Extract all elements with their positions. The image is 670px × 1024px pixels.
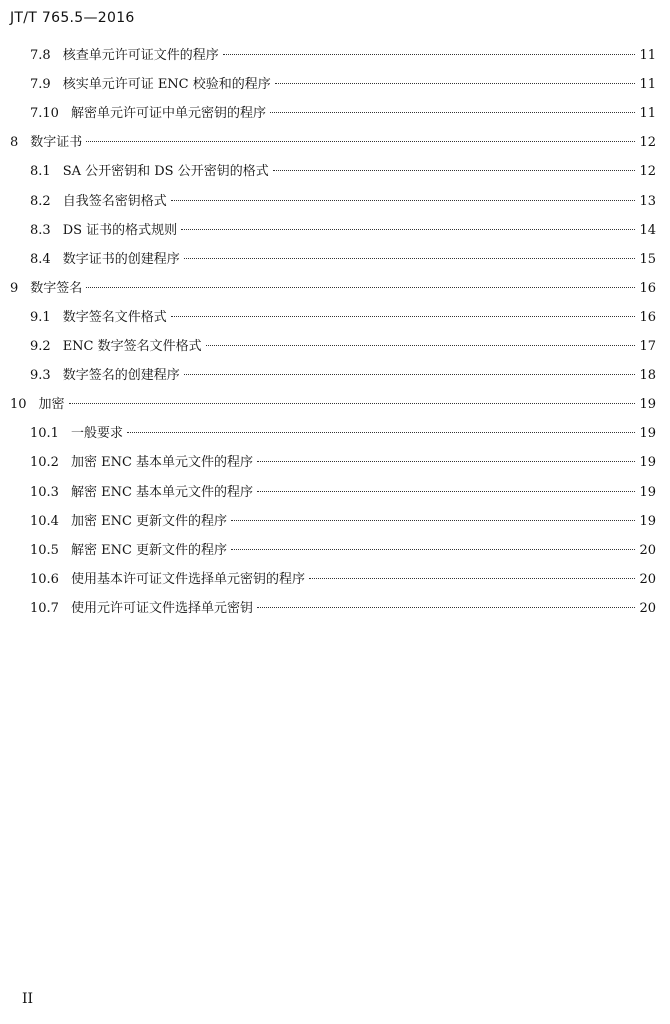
toc-dot-leader (69, 403, 636, 404)
toc-entry[interactable] (0, 395, 656, 415)
toc-entry-title: ENC 数字签名文件格式 (62, 339, 202, 354)
toc-entry-title: 核实单元许可证 ENC 校验和的程序 (62, 77, 271, 93)
toc-entry-title: 解密 ENC 更新文件的程序 (70, 542, 228, 558)
toc-entry-page: 20 (639, 571, 656, 587)
toc-dot-leader (231, 520, 635, 521)
toc-entry-page: 18 (639, 368, 656, 384)
toc-entry[interactable] (0, 337, 656, 357)
toc-entry-title: SA 公开密钥和 DS 公开密钥的格式 (62, 164, 269, 180)
toc-entry-title: 数字签名文件格式 (62, 309, 167, 325)
toc-entry-title: DS 证书的格式规则 (62, 222, 178, 238)
toc-entry[interactable] (0, 570, 656, 590)
toc-entry-title: 加密 (38, 397, 65, 413)
toc-entry-title: 使用元许可证文件选择单元密钥 (70, 600, 253, 616)
toc-dot-leader (273, 170, 636, 171)
toc-dot-leader (171, 316, 636, 317)
toc-dot-leader (184, 258, 636, 259)
toc-entry-page: 11 (639, 48, 656, 63)
toc-entry[interactable] (0, 483, 656, 503)
toc-entry-number: 10.4 (30, 513, 59, 529)
toc-dot-leader (257, 461, 635, 462)
toc-entry-page: 16 (639, 309, 656, 325)
toc-entry-page: 11 (639, 77, 656, 93)
toc-dot-leader (184, 374, 636, 375)
toc-entry-title: 核查单元许可证文件的程序 (62, 48, 219, 63)
toc-entry-page: 11 (639, 106, 656, 122)
toc-entry-number: 9.1 (30, 309, 51, 325)
toc-entry-title: 解密 ENC 基本单元文件的程序 (70, 484, 254, 500)
toc-entry-number: 10.2 (30, 455, 59, 471)
toc-entry-page: 20 (639, 542, 656, 558)
toc-entry[interactable] (0, 162, 656, 182)
toc-entry[interactable] (0, 250, 656, 270)
toc-entry[interactable] (0, 46, 656, 66)
toc-entry[interactable] (0, 366, 656, 386)
toc-entry-page: 16 (639, 280, 656, 296)
toc-entry-title: 使用基本许可证文件选择单元密钥的程序 (70, 571, 305, 587)
toc-entry-number: 7.8 (30, 48, 51, 63)
toc-entry-number: 9.2 (30, 339, 51, 354)
toc-entry-number: 8.3 (30, 222, 51, 238)
page-number: II (22, 991, 34, 1007)
toc-dot-leader (206, 345, 636, 346)
toc-entry-number: 10.5 (30, 542, 59, 558)
toc-dot-leader (257, 491, 635, 492)
toc-entry-number: 10.7 (30, 600, 59, 616)
toc-entry-title: 解密单元许可证中单元密钥的程序 (70, 106, 266, 122)
toc-entry-title: 数字签名的创建程序 (62, 368, 180, 384)
toc-entry-number: 7.10 (30, 106, 59, 122)
toc-entry-page: 19 (639, 397, 656, 413)
toc-entry[interactable] (0, 75, 656, 95)
toc-entry-number: 10.1 (30, 426, 59, 442)
toc-entry[interactable] (0, 279, 656, 299)
toc-entry-number: 9.3 (30, 368, 51, 384)
toc-dot-leader (181, 229, 635, 230)
toc-entry-number: 8.2 (30, 193, 51, 209)
toc-entry-number: 8.1 (30, 164, 51, 180)
toc-entry-number: 10.6 (30, 571, 59, 587)
toc-entry-number: 8.4 (30, 251, 51, 267)
toc-entry-title: 数字证书的创建程序 (62, 251, 180, 267)
toc-dot-leader (270, 112, 635, 113)
toc-entry-number: 7.9 (30, 77, 51, 93)
toc-entry-page: 19 (639, 484, 656, 500)
toc-dot-leader (86, 287, 635, 288)
toc-entry-title: 数字证书 (30, 135, 83, 151)
toc-dot-leader (231, 549, 635, 550)
toc-entry-number: 9 (10, 280, 19, 296)
toc-dot-leader (86, 141, 635, 142)
toc-entry-page: 19 (639, 513, 656, 529)
toc-entry-title: 加密 ENC 更新文件的程序 (70, 513, 228, 529)
toc-entry[interactable] (0, 512, 656, 532)
document-code-header: JT/T 765.5—2016 (10, 10, 135, 26)
toc-entry[interactable] (0, 221, 656, 241)
toc-dot-leader (309, 578, 635, 579)
toc-dot-leader (275, 83, 636, 84)
toc-dot-leader (127, 432, 635, 433)
toc-entry-title: 自我签名密钥格式 (62, 193, 167, 209)
toc-entry-page: 19 (639, 426, 656, 442)
toc-entry[interactable] (0, 541, 656, 561)
toc-entry[interactable] (0, 599, 656, 619)
toc-entry-title: 数字签名 (30, 280, 83, 296)
toc-entry-page: 12 (639, 135, 656, 151)
toc-entry-number: 8 (10, 135, 19, 151)
toc-entry-page: 17 (639, 339, 656, 354)
toc-entry[interactable] (0, 453, 656, 473)
toc-entry-page: 12 (639, 164, 656, 180)
toc-entry[interactable] (0, 104, 656, 124)
toc-entry-title: 一般要求 (70, 426, 123, 442)
toc-entry-number: 10 (10, 397, 27, 413)
toc-dot-leader (223, 54, 636, 55)
toc-entry[interactable] (0, 424, 656, 444)
toc-dot-leader (257, 607, 635, 608)
toc-entry-page: 14 (639, 222, 656, 238)
toc-entry[interactable] (0, 192, 656, 212)
toc-entry-page: 20 (639, 600, 656, 616)
toc-entry[interactable] (0, 133, 656, 153)
toc-entry[interactable] (0, 308, 656, 328)
toc-entry-page: 15 (639, 251, 656, 267)
toc-dot-leader (171, 200, 636, 201)
toc-entry-number: 10.3 (30, 484, 59, 500)
toc-entry-page: 13 (639, 193, 656, 209)
toc-entry-page: 19 (639, 455, 656, 471)
toc-entry-title: 加密 ENC 基本单元文件的程序 (70, 455, 254, 471)
